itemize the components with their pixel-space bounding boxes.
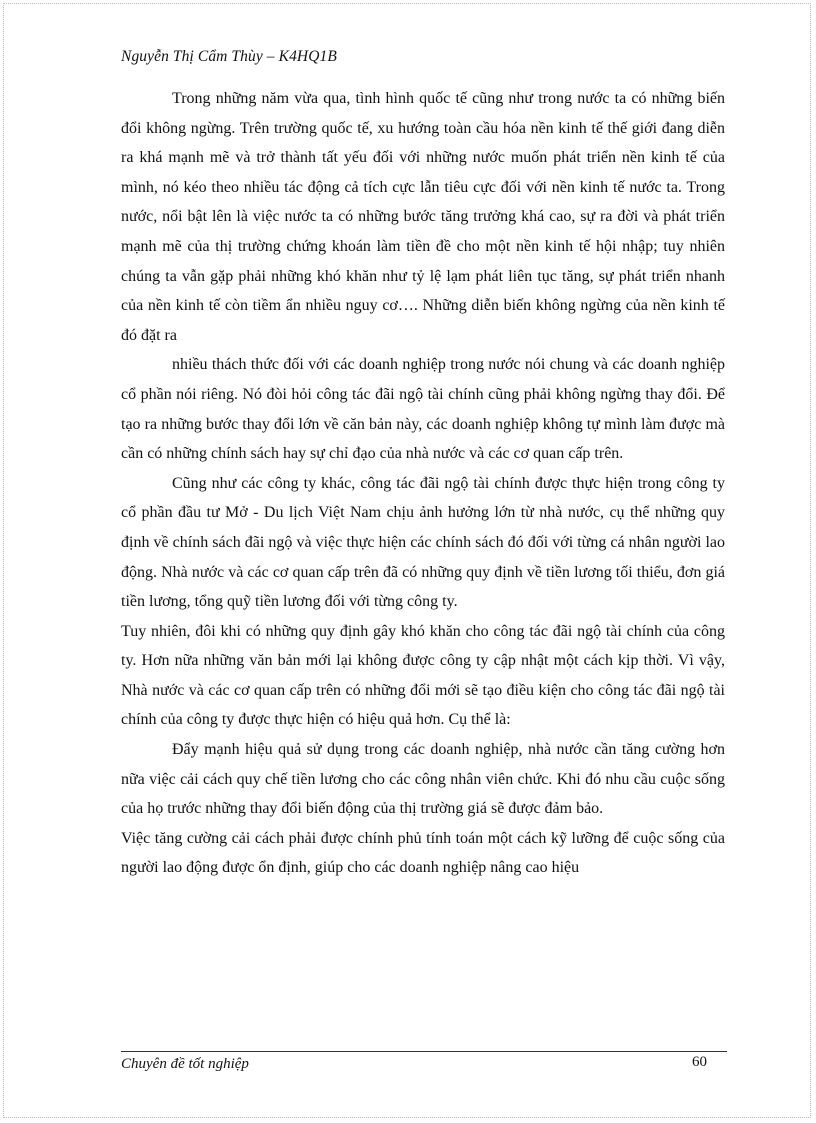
footer-title: Chuyên đề tốt nghiệp	[121, 1056, 249, 1072]
paragraph-6: Việc tăng cường cải cách phải được chính phủ tính toán một cách kỹ lưỡng để cuộc sống của người lao động được ổn định, giúp cho các doanh nghiệp nâng cao hiệu	[121, 829, 725, 877]
page-header-author: Nguyễn Thị Cẩm Thùy – K4HQ1B	[121, 48, 337, 65]
paragraph-2: nhiều thách thức đối với các doanh nghiệp trong nước nói chung và các doanh nghiệp cổ phần nói riêng. Nó đòi hỏi công tác đãi ngộ tài chính cũng phải không ngừng thay đổi. Để tạo ra những bước thay đổi lớn về căn bản này, các doanh nghiệp không tự mình làm được mà cần có những chính sách hay sự chỉ đạo của nhà nước và các cơ quan cấp trên.	[121, 356, 725, 463]
paragraph-5: Đẩy mạnh hiệu quả sử dụng trong các doanh nghiệp, nhà nước cần tăng cường hơn nữa việc cải cách quy chế tiền lương cho các công nhân viên chức. Khi đó nhu cầu cuộc sống của họ trước những thay đổi biến động của thị trường giá sẽ được đảm bảo.	[121, 741, 725, 818]
paragraph-4: Tuy nhiên, đôi khi có những quy định gây khó khăn cho công tác đãi ngộ tài chính của công ty. Hơn nữa những văn bản mới lại không được công ty cập nhật một cách kịp thời. Vì vậy, Nhà nước và các cơ quan cấp trên có những đổi mới sẽ tạo điều kiện cho công tác đãi ngộ tài chính của công ty được thực hiện có hiệu quả hơn. Cụ thể là:	[121, 622, 725, 729]
page-number: 60	[692, 1054, 707, 1070]
footer-divider	[121, 1051, 727, 1052]
document-body	[121, 84, 725, 883]
paragraph-1: Trong những năm vừa qua, tình hình quốc tế cũng như trong nước ta có những biến đổi không ngừng. Trên trường quốc tế, xu hướng toàn cầu hóa nền kinh tế thế giới đang diễn ra khá mạnh mẽ và trở thành tất yếu đối với những nước muốn phát triển nền kinh tế của mình, nó kéo theo nhiều tác động cả tích cực lẫn tiêu cực đối với nền kinh tế nước ta. Trong nước, nổi bật lên là việc nước ta có những bước tăng trưởng khá cao, sự ra đời và phát triển mạnh mẽ của thị trường chứng khoán làm tiền đề cho một nền kinh tế hội nhập; tuy nhiên chúng ta vẫn gặp phải những khó khăn như tỷ lệ lạm phát liên tục tăng, sự phát triển nhanh của nền kinh tế còn tiềm ẩn nhiều nguy cơ…. Những diễn biến không ngừng của nền kinh tế đó đặt ra	[121, 90, 725, 344]
paragraph-3: Cũng như các công ty khác, công tác đãi ngộ tài chính được thực hiện trong công ty cổ phần đầu tư Mở - Du lịch Việt Nam chịu ảnh hưởng lớn từ nhà nước, cụ thể những quy định về chính sách đãi ngộ và việc thực hiện các chính sách đó đối với từng cá nhân người lao động. Nhà nước và các cơ quan cấp trên đã có những quy định về tiền lương tối thiểu, đơn giá tiền lương, tổng quỹ tiền lương đối với từng công ty.	[121, 474, 725, 611]
